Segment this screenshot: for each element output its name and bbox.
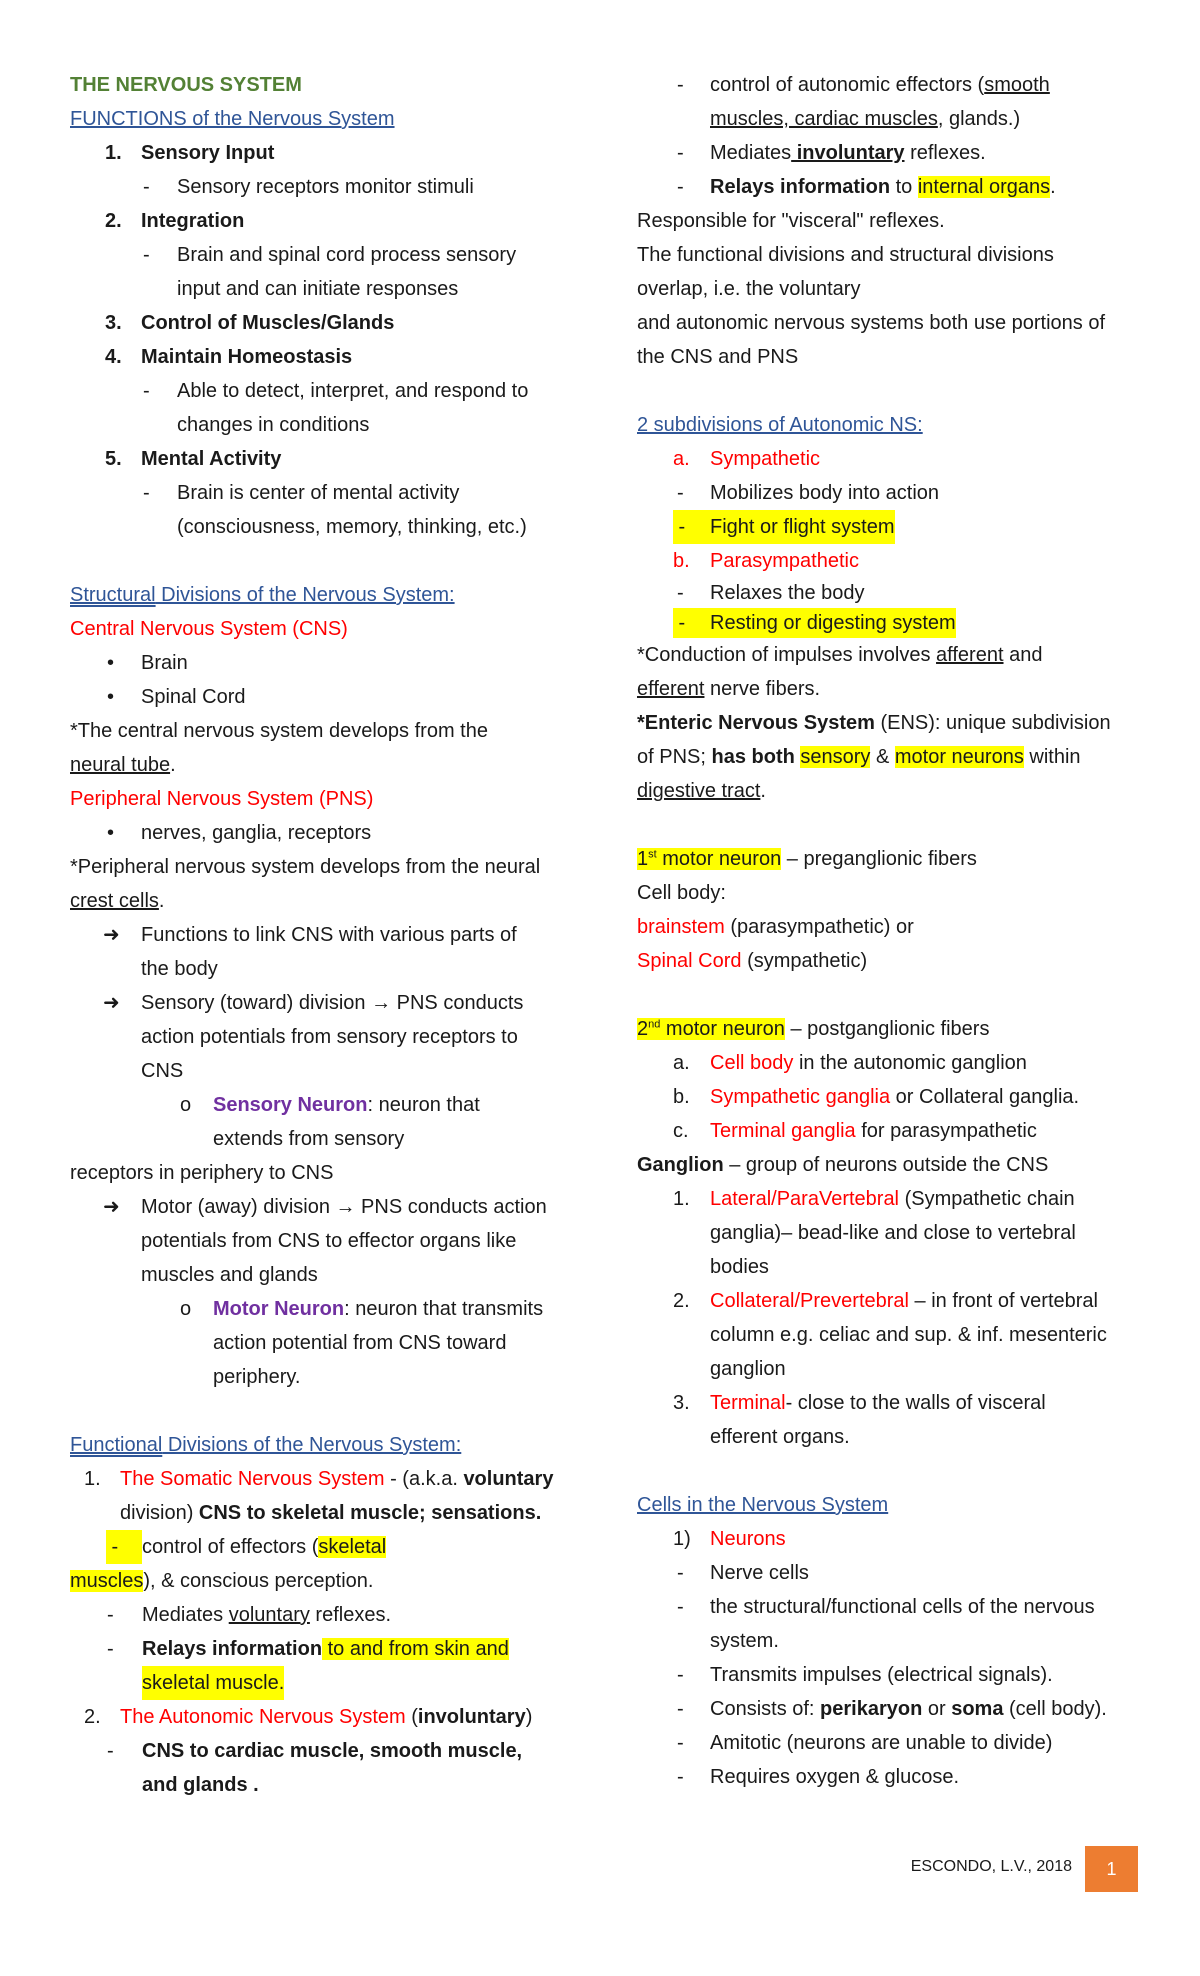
sensory-neuron-def-cont: extends from sensory: [213, 1128, 405, 1150]
structural-heading: Structural Divisions of the Nervous System:: [70, 584, 455, 606]
ens-note-cont: digestive tract.: [637, 780, 766, 802]
autonomic-sub: - control of autonomic effectors (smooth: [677, 74, 1050, 96]
cns-heading: Central Nervous System (CNS): [70, 618, 348, 640]
parasympathetic-sub: - Relaxes the body: [677, 582, 865, 604]
arrow-item-cont: potentials from CNS to effector organs like: [141, 1230, 517, 1252]
arrow-item-cont: muscles and glands: [141, 1264, 318, 1286]
sympathetic-sub: - Mobilizes body into action: [677, 482, 940, 504]
brainstem-line: brainstem (parasympathetic) or: [637, 916, 914, 938]
somatic-item-cont: division) CNS to skeletal muscle; sensations.: [120, 1502, 542, 1524]
neurons-sub: - Transmits impulses (electrical signals).: [677, 1664, 1053, 1686]
somatic-sub-cont: skeletal muscle.: [70, 1666, 590, 1700]
functions-heading: FUNCTIONS of the Nervous System: [70, 108, 395, 130]
overlap-note: the CNS and PNS: [637, 346, 799, 368]
function-item-4: 4. Maintain Homeostasis: [105, 346, 353, 368]
subdivisions-heading: 2 subdivisions of Autonomic NS:: [637, 414, 923, 436]
first-motor-neuron: 1st motor neuron – preganglionic fibers: [637, 848, 977, 870]
somatic-sub: - Mediates voluntary reflexes.: [107, 1604, 392, 1626]
sensory-neuron-def-cont: receptors in periphery to CNS: [70, 1162, 334, 1184]
right-column: [637, 68, 1137, 1794]
somatic-sub-cont: muscles), & conscious perception.: [70, 1570, 374, 1592]
somatic-sub: - Relays information to and from skin and: [107, 1638, 509, 1660]
document-title: THE NERVOUS SYSTEM: [70, 74, 302, 96]
ganglion-item: 2. Collateral/Prevertebral – in front of vertebral: [673, 1290, 1098, 1312]
cns-note-cont: neural tube.: [70, 754, 176, 776]
ganglion-item-cont: efferent organs.: [710, 1426, 850, 1448]
cells-heading: Cells in the Nervous System: [637, 1494, 889, 1516]
function-sub: - Able to detect, interpret, and respond to: [143, 380, 529, 402]
bullet-item: • Brain: [107, 652, 188, 674]
arrow-item-cont: action potentials from sensory receptors to: [141, 1026, 518, 1048]
footer-author: ESCONDO, L.V., 2018: [910, 1858, 1072, 1875]
parasympathetic-item: b. Parasympathetic: [673, 550, 859, 572]
arrow-item-cont: CNS: [141, 1060, 184, 1082]
autonomic-sub: - CNS to cardiac muscle, smooth muscle,: [107, 1740, 523, 1762]
functional-heading: Functional Divisions of the Nervous System:: [70, 1434, 462, 1456]
neurons-sub-cont: system.: [710, 1630, 779, 1652]
neurons-sub: - the structural/functional cells of the nervous: [677, 1596, 1095, 1618]
ganglion-item-cont: bodies: [710, 1256, 769, 1278]
pns-note-cont: crest cells.: [70, 890, 165, 912]
neurons-sub: - Amitotic (neurons are unable to divide): [677, 1732, 1053, 1754]
second-motor-neuron: 2nd motor neuron – postganglionic fibers: [637, 1018, 990, 1040]
list-item: c. Terminal ganglia for parasympathetic: [673, 1120, 1037, 1142]
ganglion-item: 1. Lateral/ParaVertebral (Sympathetic chain: [673, 1188, 1075, 1210]
ganglion-item-cont: column e.g. celiac and sup. & inf. mesenteric: [710, 1324, 1107, 1346]
autonomic-sub: - Mediates involuntary reflexes.: [677, 142, 986, 164]
function-sub: - Brain is center of mental activity: [143, 482, 460, 504]
autonomic-sub-cont: muscles, cardiac muscles, glands.): [710, 108, 1021, 130]
autonomic-item: 2. The Autonomic Nervous System (involuntary): [84, 1706, 533, 1728]
arrow-item-cont: the body: [141, 958, 218, 980]
function-item-2: 2. Integration: [105, 210, 245, 232]
overlap-note: The functional divisions and structural divisions: [637, 244, 1054, 266]
somatic-sub: - control of effectors (skeletal: [70, 1530, 590, 1564]
overlap-note: and autonomic nervous systems both use portions of: [637, 312, 1106, 334]
neurons-sub: - Consists of: perikaryon or soma (cell body).: [677, 1698, 1107, 1720]
arrow-icon: ➜: [103, 992, 120, 1014]
overlap-note: overlap, i.e. the voluntary: [637, 278, 861, 300]
parasympathetic-sub: - Resting or digesting system: [637, 608, 1137, 638]
arrow-item: ➜ Motor (away) division → PNS conducts action: [70, 1190, 590, 1224]
motor-neuron-def-cont: periphery.: [213, 1366, 301, 1388]
autonomic-sub: - Relays information to internal organs.: [677, 176, 1056, 198]
ens-note-cont: of PNS; has both sensory & motor neurons within: [637, 746, 1081, 768]
arrow-item: ➜ Sensory (toward) division → PNS conducts: [70, 986, 590, 1020]
ganglion-item: 3. Terminal- close to the walls of visceral: [673, 1392, 1046, 1414]
arrow-icon: ➜: [103, 1196, 120, 1218]
neurons-item: 1) Neurons: [673, 1528, 786, 1550]
pns-note: *Peripheral nervous system develops from the neural: [70, 856, 541, 878]
cell-body-label: Cell body:: [637, 882, 726, 904]
bullet-item: • nerves, ganglia, receptors: [107, 822, 372, 844]
list-item: b. Sympathetic ganglia or Collateral ganglia.: [673, 1086, 1080, 1108]
sensory-neuron-def: o Sensory Neuron: neuron that: [180, 1094, 480, 1116]
left-column: [70, 68, 590, 1802]
ganglion-item-cont: ganglion: [710, 1358, 786, 1380]
function-item-1: 1. Sensory Input: [105, 142, 275, 164]
bullet-item: • Spinal Cord: [107, 686, 246, 708]
sympathetic-sub: - Fight or flight system: [637, 510, 1137, 544]
visceral-note: Responsible for "visceral" reflexes.: [637, 210, 945, 232]
list-item: a. Cell body in the autonomic ganglion: [673, 1052, 1027, 1074]
conduction-note: *Conduction of impulses involves afferent and: [637, 644, 1043, 666]
spinal-line: Spinal Cord (sympathetic): [637, 950, 868, 972]
somatic-item: 1. The Somatic Nervous System - (a.k.a. voluntary: [84, 1468, 554, 1490]
autonomic-sub-cont: and glands .: [142, 1774, 259, 1796]
arrow-item: ➜ Functions to link CNS with various parts of: [70, 918, 590, 952]
motor-neuron-def: o Motor Neuron: neuron that transmits: [180, 1298, 544, 1320]
function-sub: - Sensory receptors monitor stimuli: [143, 176, 474, 198]
page-number-badge: 1: [1085, 1846, 1138, 1892]
neurons-sub: - Nerve cells: [677, 1562, 809, 1584]
sympathetic-item: a. Sympathetic: [673, 448, 821, 470]
function-sub-cont: changes in conditions: [177, 414, 370, 436]
cns-note: *The central nervous system develops from the: [70, 720, 488, 742]
function-sub-cont: (consciousness, memory, thinking, etc.): [177, 516, 527, 538]
arrow-icon: ➜: [103, 924, 120, 946]
function-sub: - Brain and spinal cord process sensory: [143, 244, 517, 266]
conduction-note-cont: efferent nerve fibers.: [637, 678, 821, 700]
pns-heading: Peripheral Nervous System (PNS): [70, 788, 374, 810]
function-sub-cont: input and can initiate responses: [177, 278, 459, 300]
ganglion-item-cont: ganglia)– bead-like and close to vertebral: [710, 1222, 1076, 1244]
motor-neuron-def-cont: action potential from CNS toward: [213, 1332, 507, 1354]
function-item-5: 5. Mental Activity: [105, 448, 282, 470]
neurons-sub: - Requires oxygen & glucose.: [677, 1766, 960, 1788]
function-item-3: 3. Control of Muscles/Glands: [105, 312, 395, 334]
ens-note: *Enteric Nervous System (ENS): unique subdivision: [637, 712, 1111, 734]
ganglion-def: Ganglion – group of neurons outside the CNS: [637, 1154, 1049, 1176]
